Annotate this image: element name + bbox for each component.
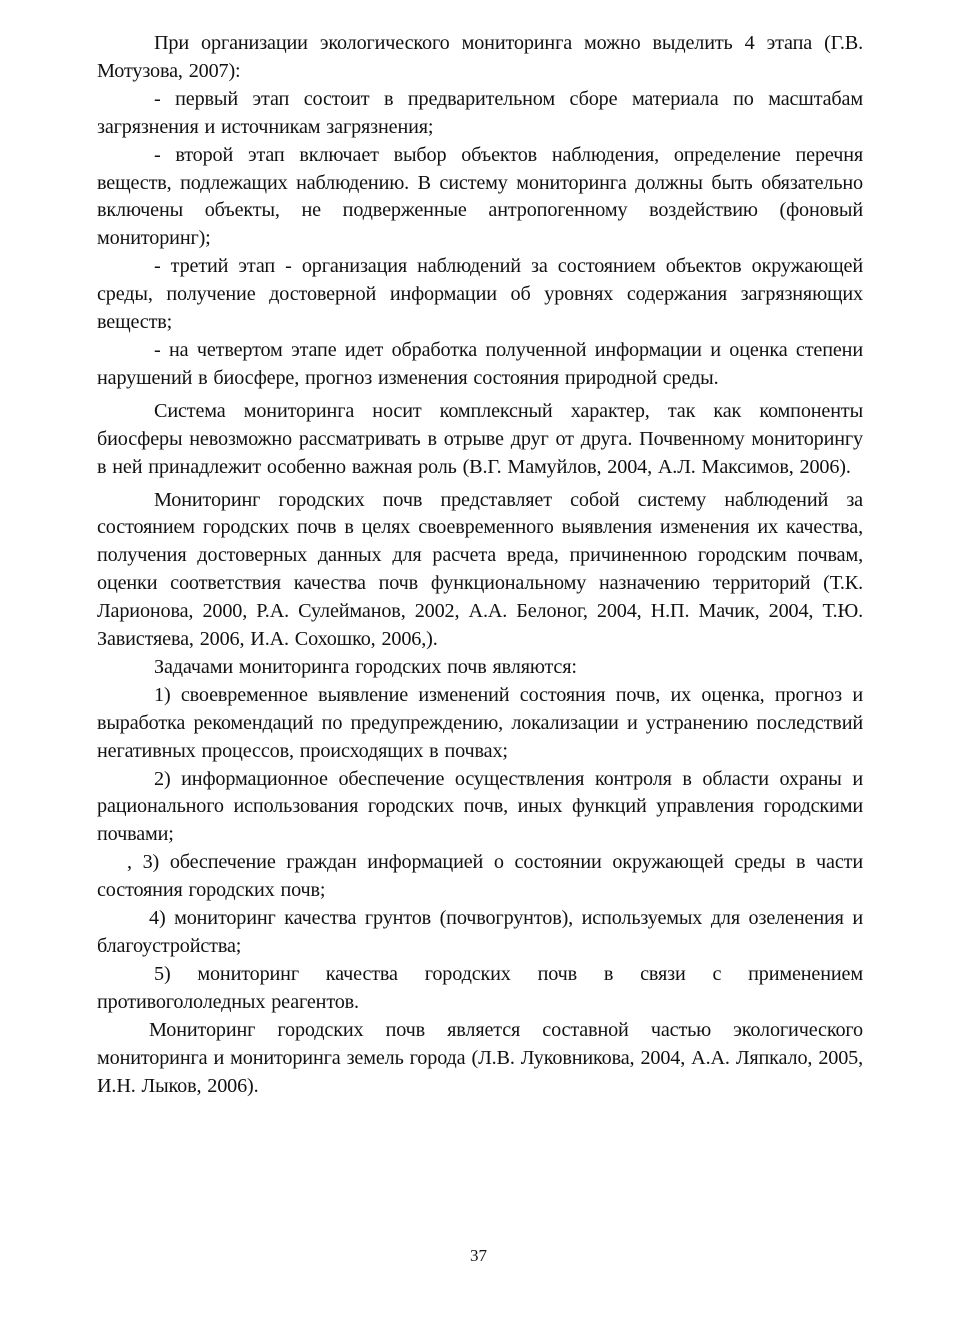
page-number: 37 [470,1246,487,1265]
paragraph-conclusion: Мониторинг городских почв является составной частью экологического мониторинга и мониторинга земель города (Л.В. Луковникова, 2004, А.А. Ляпкало, 2005, И.Н. Лыков, 2006). [97,1018,863,1097]
paragraph-stage-4: - на четвертом этапе идет обработка полученной информации и оценка степени нарушений в биосфере, прогноз изменения состояния природной среды. [97,338,863,389]
paragraph-stage-2: - второй этап включает выбор объектов наблюдения, определение перечня веществ, подлежащих наблюдению. В систему мониторинга должны быть обязательно включены объекты, не подверженные антропогенному воздействию (фоновый мониторинг); [97,143,863,250]
paragraph-monitoring-system: Система мониторинга носит комплексный характер, так как компоненты биосферы невозможно рассматривать в отрыве друг от друга. Почвенному мониторингу в ней принадлежит особенно важная роль (В.Г. Мамуйлов, 2004, А.Л. Максимов, 2006). [97,399,863,478]
page-body [97,30,863,1100]
paragraph-task-4: 4) мониторинг качества грунтов (почвогрунтов), используемых для озеленения и благоустройства; [97,907,863,957]
paragraph-task-3: , 3) обеспечение граждан информацией о состоянии окружающей среды в части состояния городских почв; [97,851,863,902]
paragraph-urban-soil-monitoring: Мониторинг городских почв представляет собой систему наблюдений за состоянием городских почв в целях своевременного выявления изменения их качества, получения достоверных данных для расчета вреда, причиненною городским почвам, оценки соответствия качества почв функциональному назначению территорий (Т.К. Ларионова, 2000, Р.А. Сулейманов, 2002, А.А. Белоног, 2004, Н.П. Мачик, 2004, Т.Ю. Завистяева, 2006, И.А. Сохошко, 2006,). [97,488,863,651]
paragraph-task-5: 5) мониторинг качества городских почв в связи с применением противогололедных реагентов. [97,962,863,1013]
paragraph-stage-3: - третий этап - организация наблюдений за состоянием объектов окружающей среды, получение достоверной информации об уровнях содержания загрязняющих веществ; [97,255,863,334]
paragraph-task-1: 1) своевременное выявление изменений состояния почв, их оценка, прогноз и выработка рекомендаций по предупреждению, локализации и устранению последствий негативных процессов, происходящих в почвах; [97,683,863,762]
paragraph-stage-1: - первый этап состоит в предварительном сборе материала по масштабам загрязнения и источникам загрязнения; [97,87,863,138]
paragraph-tasks-heading: Задачами мониторинга городских почв являются: [154,655,577,678]
paragraph-task-2: 2) информационное обеспечение осуществления контроля в области охраны и рационального использования городских почв, иных функций управления городскими почвами; [97,767,863,846]
paragraph-intro: При организации экологического мониторинга можно выделить 4 этапа (Г.В. Мотузова, 2007): [97,32,863,82]
